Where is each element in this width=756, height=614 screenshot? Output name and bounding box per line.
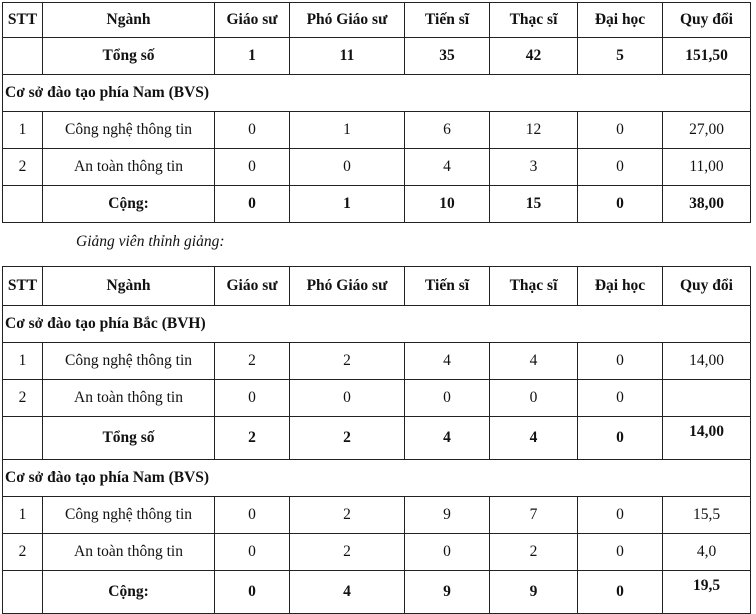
table-cell: 15,5	[663, 497, 751, 534]
header-stt: STT	[3, 267, 43, 306]
table-cell: 2	[3, 149, 43, 186]
table-cell: 0	[490, 380, 578, 417]
table-cell: 0	[578, 534, 663, 571]
table-cell: 5	[578, 38, 663, 75]
subtotal-label: Cộng:	[43, 186, 215, 223]
table-row	[3, 380, 751, 417]
table-cell	[3, 417, 43, 460]
table-cell: 4	[290, 571, 405, 614]
table-cell: 15	[490, 186, 578, 223]
table-cell: 0	[578, 149, 663, 186]
table-cell: 12	[490, 112, 578, 149]
table-cell: Công nghệ thông tin	[43, 112, 215, 149]
header-giao-su: Giáo sư	[215, 267, 290, 306]
table-cell: 14,00	[663, 343, 751, 380]
table-cell: 3	[490, 149, 578, 186]
table-cell	[3, 571, 43, 614]
table-cell: 11,00	[663, 149, 751, 186]
table-cell: Công nghệ thông tin	[43, 497, 215, 534]
header-dai-hoc: Đại học	[578, 3, 663, 38]
table-row	[3, 534, 751, 571]
subtotal-row	[3, 186, 751, 223]
table-cell: 2	[215, 343, 290, 380]
table-cell: 9	[405, 571, 490, 614]
table-cell: 0	[215, 534, 290, 571]
table-row	[3, 343, 751, 380]
table-cell	[3, 186, 43, 223]
visiting-lecturers-caption: Giảng viên thỉnh giảng:	[76, 233, 225, 250]
total-row	[3, 38, 751, 75]
header-tien-si: Tiến sĩ	[405, 3, 490, 38]
total-label: Tổng số	[43, 38, 215, 75]
table-cell	[3, 38, 43, 75]
table-cell: 14,00	[663, 417, 751, 460]
table-cell: 2	[290, 534, 405, 571]
table-cell: 151,50	[663, 38, 751, 75]
table-cell: 19,5	[663, 571, 751, 614]
total-label: Tổng số	[43, 417, 215, 460]
table-cell: 9	[405, 497, 490, 534]
table-cell: 2	[215, 417, 290, 460]
table-cell: 2	[490, 534, 578, 571]
table-cell: An toàn thông tin	[43, 534, 215, 571]
header-pho-giao-su: Phó Giáo sư	[290, 267, 405, 306]
header-nganh: Ngành	[43, 3, 215, 38]
table-cell: 4	[405, 343, 490, 380]
table-cell: 4	[490, 343, 578, 380]
table-cell: 0	[578, 497, 663, 534]
table-cell: 4	[405, 417, 490, 460]
table-cell: 9	[490, 571, 578, 614]
table-cell	[663, 380, 751, 417]
table-cell: An toàn thông tin	[43, 380, 215, 417]
section-title-south: Cơ sở đào tạo phía Nam (BVS)	[3, 75, 751, 112]
table-cell: 0	[215, 497, 290, 534]
table-cell: 38,00	[663, 186, 751, 223]
header-dai-hoc: Đại học	[578, 267, 663, 306]
table-cell: 0	[578, 343, 663, 380]
subtotal-label: Cộng:	[43, 571, 215, 614]
table-cell: 0	[405, 534, 490, 571]
table-cell: 1	[215, 38, 290, 75]
table-cell: 0	[215, 186, 290, 223]
table-cell: 1	[3, 112, 43, 149]
header-thac-si: Thạc sĩ	[490, 267, 578, 306]
table-cell: 1	[3, 343, 43, 380]
table-cell: 42	[490, 38, 578, 75]
table-cell: 10	[405, 186, 490, 223]
table-cell: 0	[578, 112, 663, 149]
header-quy-doi: Quy đổi	[663, 3, 751, 38]
header-giao-su: Giáo sư	[215, 3, 290, 38]
table-cell: 0	[290, 149, 405, 186]
table-cell: 1	[3, 497, 43, 534]
table-cell: 7	[490, 497, 578, 534]
table-cell: 6	[405, 112, 490, 149]
table-cell: 2	[3, 534, 43, 571]
table-row	[3, 149, 751, 186]
table-cell: 0	[290, 380, 405, 417]
section-row	[3, 460, 751, 497]
table-cell: 2	[290, 343, 405, 380]
table-cell: 0	[578, 571, 663, 614]
table-cell: 0	[578, 417, 663, 460]
table-cell: 35	[405, 38, 490, 75]
header-pho-giao-su: Phó Giáo sư	[290, 3, 405, 38]
table-cell: 2	[290, 417, 405, 460]
header-row	[3, 267, 751, 306]
table-cell: 0	[578, 380, 663, 417]
table-cell: 11	[290, 38, 405, 75]
header-stt: STT	[3, 3, 43, 38]
visiting-lecturer-table	[2, 266, 751, 614]
table-cell: An toàn thông tin	[43, 149, 215, 186]
table-cell: 1	[290, 112, 405, 149]
header-tien-si: Tiến sĩ	[405, 267, 490, 306]
table-cell: 2	[3, 380, 43, 417]
table-cell: 4	[490, 417, 578, 460]
header-row	[3, 3, 751, 38]
table-cell: 27,00	[663, 112, 751, 149]
header-quy-doi: Quy đổi	[663, 267, 751, 306]
table-cell: Công nghệ thông tin	[43, 343, 215, 380]
subtotal-row	[3, 571, 751, 614]
table-cell: 1	[290, 186, 405, 223]
section-row	[3, 306, 751, 343]
table-cell: 4,0	[663, 534, 751, 571]
section-row	[3, 75, 751, 112]
header-nganh: Ngành	[43, 267, 215, 306]
table-cell: 4	[405, 149, 490, 186]
table-cell: 0	[405, 380, 490, 417]
section-title-south: Cơ sở đào tạo phía Nam (BVS)	[3, 460, 751, 497]
table-cell: 0	[578, 186, 663, 223]
header-thac-si: Thạc sĩ	[490, 3, 578, 38]
table-row	[3, 112, 751, 149]
table-cell: 0	[215, 380, 290, 417]
table-cell: 0	[215, 149, 290, 186]
table-row	[3, 497, 751, 534]
table-cell: 0	[215, 112, 290, 149]
section-title-north: Cơ sở đào tạo phía Bắc (BVH)	[3, 306, 751, 343]
table-cell: 2	[290, 497, 405, 534]
table-cell: 0	[215, 571, 290, 614]
total-row	[3, 417, 751, 460]
lecturer-table-main	[2, 2, 751, 223]
